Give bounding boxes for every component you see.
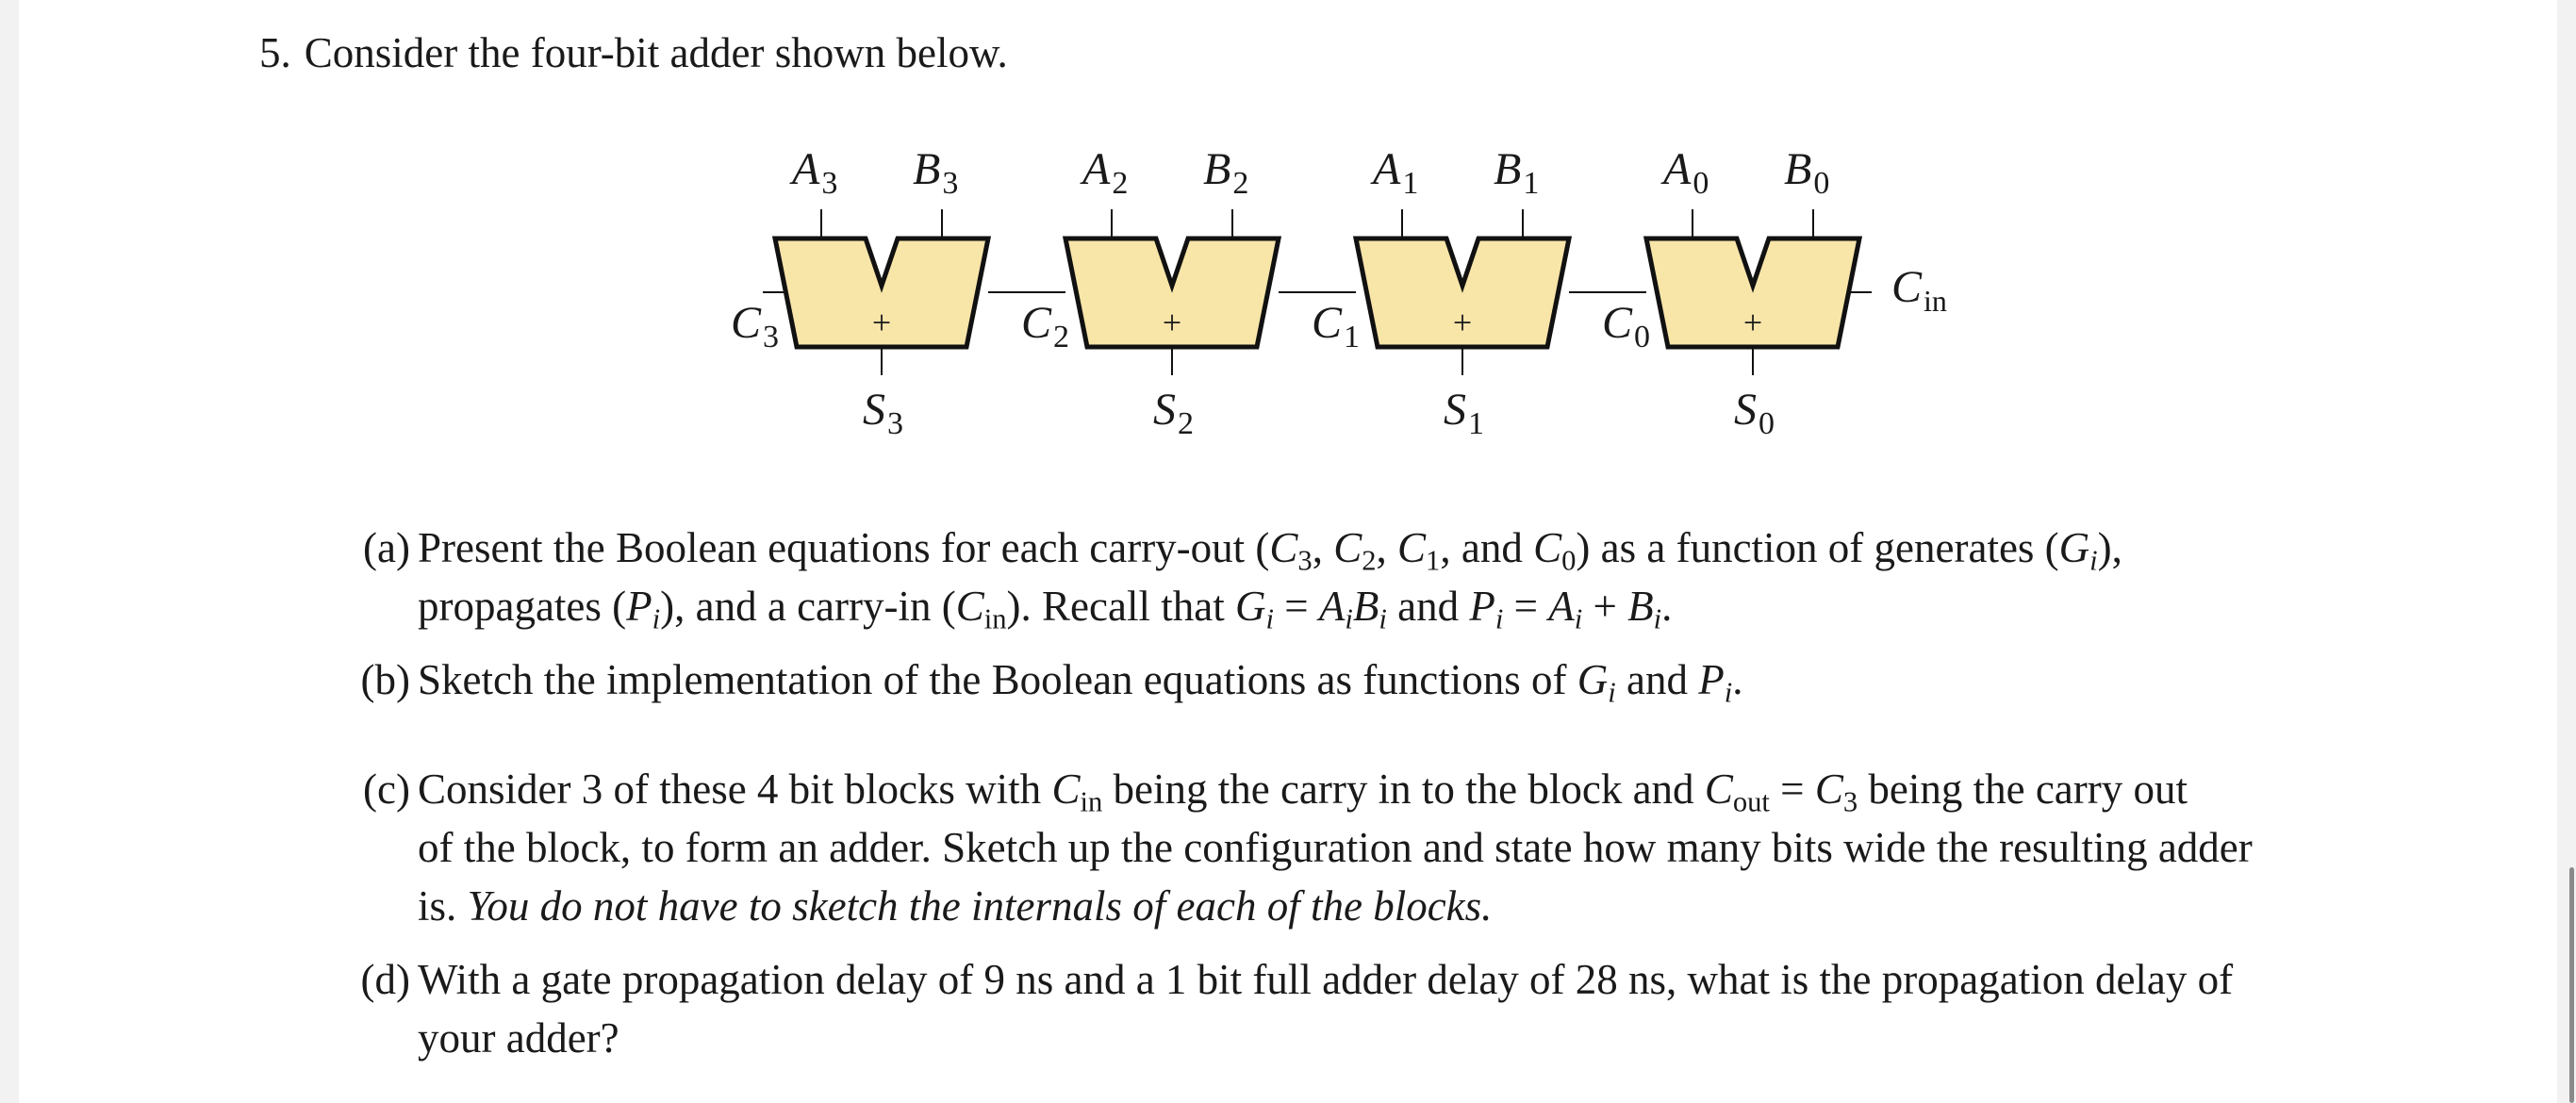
plus-symbol: + <box>1742 304 1763 341</box>
carry-label: $C_0$ <box>1602 298 1651 354</box>
four-bit-adder-diagram <box>0 0 2576 490</box>
input-b-label: $B_3$ <box>913 144 959 201</box>
carry-in-label: $C_{in}$ <box>1891 262 1947 318</box>
input-b-label: $B_2$ <box>1203 144 1249 201</box>
part-b-text: Sketch the implementation of the Boolean equations as functions of $G_i$ and $P_i$. <box>418 656 1743 709</box>
part-b-label: (b) <box>360 656 410 703</box>
carry-label: $C_3$ <box>731 298 780 354</box>
sum-output-label: $S_3$ <box>863 385 903 441</box>
sum-output-label: $S_2$ <box>1153 385 1194 441</box>
input-a-label: $A_0$ <box>1663 144 1709 201</box>
input-a-label: $A_2$ <box>1082 144 1129 201</box>
part-d-text: With a gate propagation delay of 9 ns and a 1 bit full adder delay of 28 ns, what is the propagation delay of your adder? <box>418 956 2234 1062</box>
input-a-label: $A_3$ <box>792 144 838 201</box>
plus-symbol: + <box>871 304 892 341</box>
input-a-label: $A_1$ <box>1373 144 1419 201</box>
plus-symbol: + <box>1162 304 1182 341</box>
question-number: 5. <box>259 29 291 76</box>
part-a-label: (a) <box>363 524 410 571</box>
question-title: Consider the four-bit adder shown below. <box>304 29 1008 76</box>
carry-label: $C_1$ <box>1312 298 1361 354</box>
part-c-label: (c) <box>363 766 410 813</box>
plus-symbol: + <box>1452 304 1473 341</box>
sum-output-label: $S_1$ <box>1444 385 1484 441</box>
carry-label: $C_2$ <box>1021 298 1070 354</box>
scrollbar-thumb[interactable] <box>2569 867 2574 1103</box>
input-b-label: $B_0$ <box>1784 144 1830 201</box>
part-d-label: (d) <box>360 956 410 1003</box>
part-c-text: Consider 3 of these 4 bit blocks with $C_{in}$ being the carry in to the block and $C_{out} = C_3$ being the carry out of the block, to form an adder. Sketch up the configuration and state how many bits wide the resulting adder is. You do not have to sketch the internals of each of the blocks. <box>418 766 2253 930</box>
sum-output-label: $S_0$ <box>1734 385 1775 441</box>
input-b-label: $B_1$ <box>1494 144 1540 201</box>
part-a-text: Present the Boolean equations for each carry-out ($C_3$, $C_2$, $C_1$, and $C_0$) as a function of generates $(G_i)$, propagates $(P_i)$, and a carry-in $(C_{in})$. Recall that $G_i = A_iB_i$ and $P_i = A_i + B_i$. <box>418 524 2122 635</box>
